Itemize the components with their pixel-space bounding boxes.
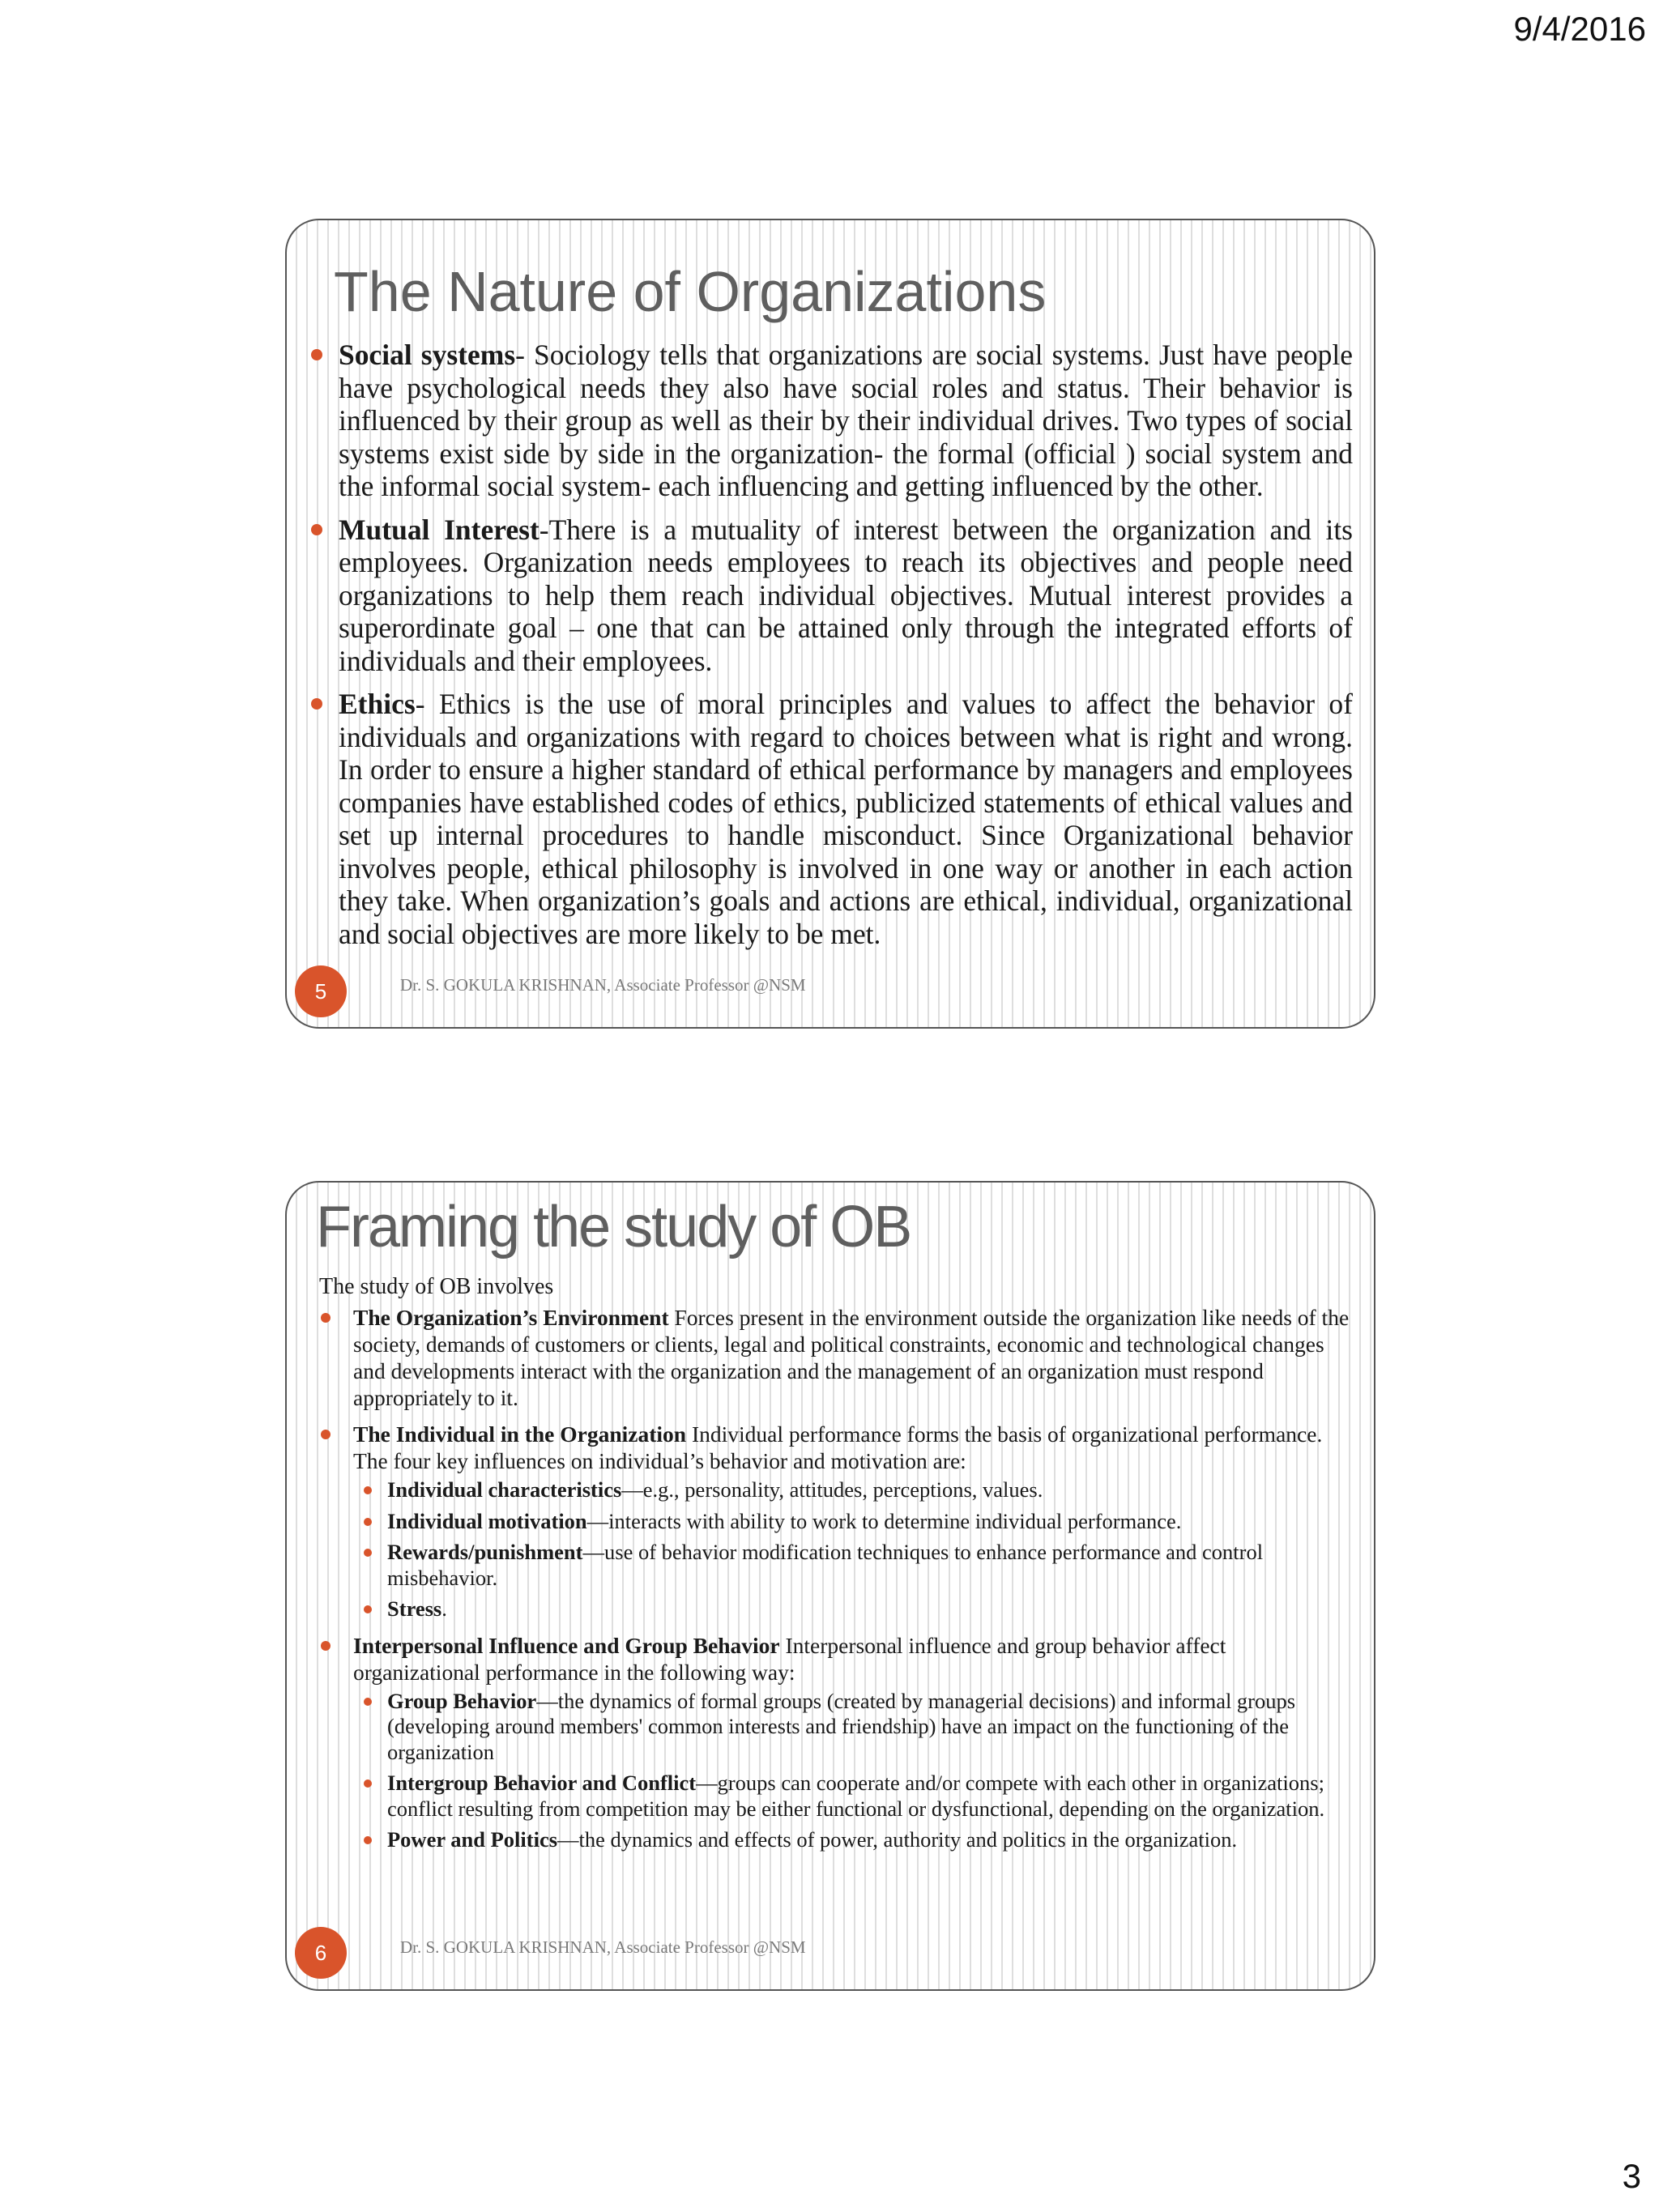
bullet-text: Forces present in the environment outside the organization like needs of the society, demands of customers or clients, legal and political constraints, economic and technological changes and developments interact with the organization and the management of an organization must respond appropriately to it. <box>353 1305 1350 1410</box>
bullet-term: The Organization’s Environment <box>353 1305 669 1330</box>
bullet-item <box>339 514 1353 678</box>
slide-5 <box>285 219 1375 1029</box>
bullet-term: Interpersonal Influence and Group Behavior <box>353 1632 780 1658</box>
slide-number-badge: 6 <box>295 1927 347 1979</box>
bullet-item <box>339 688 1353 950</box>
bullet-list <box>339 339 1353 961</box>
sub-bullet-list <box>353 1689 1354 1853</box>
bullet-text: -There is a mutuality of interest between the organization and its employees. Organization needs employees to reach its objectives and people need organizations to help them reach individual objectives. Mutual interest provides a superordinate goal – one that can be attained only through the integrated efforts of individuals and their employees. <box>339 513 1353 677</box>
sub-bullet-item <box>387 1540 1354 1591</box>
sub-bullet-term: Power and Politics <box>387 1827 558 1852</box>
sub-bullet-text: —interacts with ability to work to determine individual performance. <box>586 1508 1182 1533</box>
sub-bullet-list <box>353 1477 1354 1622</box>
bullet-term: Social systems <box>339 339 516 371</box>
slide-intro: The study of OB involves <box>319 1274 554 1299</box>
sub-bullet-item <box>387 1509 1354 1535</box>
slide-footer: Dr. S. GOKULA KRISHNAN, Associate Professor @NSM <box>400 975 806 995</box>
bullet-list <box>353 1304 1354 1863</box>
sub-bullet-term: Rewards/punishment <box>387 1540 583 1564</box>
sub-bullet-item <box>387 1771 1354 1822</box>
slide-title: Framing the study of OB <box>316 1195 911 1259</box>
bullet-text: Interpersonal influence and group behavior affect organizational performance in the following way: <box>353 1632 1226 1685</box>
sub-bullet-text: —the dynamics and effects of power, authority and politics in the organization. <box>557 1827 1238 1852</box>
sub-bullet-text: —e.g., personality, attitudes, perceptions, values. <box>621 1477 1043 1502</box>
sub-bullet-term: Individual characteristics <box>387 1477 622 1502</box>
sub-bullet-item <box>387 1827 1354 1853</box>
bullet-text: Individual performance forms the basis of organizational performance. The four key influences on individual’s behavior and motivation are: <box>353 1421 1323 1473</box>
slide-footer: Dr. S. GOKULA KRISHNAN, Associate Professor @NSM <box>400 1937 806 1957</box>
page-number: 3 <box>1622 2157 1641 2195</box>
bullet-term: Ethics <box>339 688 416 720</box>
sub-bullet-text: —the dynamics of formal groups (created by managerial decisions) and informal groups (developing around members' common interests and friendship) have an impact on the functioning of the organization <box>387 1688 1296 1764</box>
sub-bullet-text: —use of behavior modification techniques to enhance performance and control misbehavior. <box>387 1540 1264 1590</box>
sub-bullet-term: Individual motivation <box>387 1508 587 1533</box>
bullet-item <box>353 1421 1354 1622</box>
sub-bullet-text: . <box>441 1596 447 1621</box>
bullet-text: - Sociology tells that organizations are social systems. Just have people have psychological needs they also have social roles and status. Their behavior is influenced by their group as well as their by their individual drives. Two types of social systems exist side by side in the organization- the formal (official ) social system and the informal social system- each influencing and getting influenced by the other. <box>339 339 1354 502</box>
slide-number-badge: 5 <box>295 965 347 1017</box>
bullet-term: Mutual Interest <box>339 513 539 546</box>
bullet-item <box>353 1304 1354 1411</box>
bullet-item <box>339 339 1353 503</box>
slide-title: The Nature of Organizations <box>334 260 1047 323</box>
page-date: 9/4/2016 <box>1513 10 1646 48</box>
sub-bullet-term: Stress <box>387 1596 442 1621</box>
sub-bullet-item <box>387 1477 1354 1503</box>
sub-bullet-term: Intergroup Behavior and Conflict <box>387 1771 697 1795</box>
sub-bullet-text: —groups can cooperate and/or compete with each other in organizations; conflict resulting from competition may be either functional or dysfunctional, depending on the organization. <box>387 1771 1325 1821</box>
bullet-text: - Ethics is the use of moral principles and values to affect the behavior of individuals and organizations with regard to choices between what is right and wrong. In order to ensure a higher standard of ethical performance by managers and employees companies have established codes of ethics, publicized statements of ethical values and set up internal procedures to handle misconduct. Since Organizational behavior involves people, ethical philosophy is involved in one way or another in each action they take. When organization’s goals and actions are ethical, individual, organizational and social objectives are more likely to be met. <box>339 688 1353 950</box>
sub-bullet-item <box>387 1596 1354 1622</box>
sub-bullet-term: Group Behavior <box>387 1688 537 1713</box>
slide-6 <box>285 1181 1375 1991</box>
bullet-term: The Individual in the Organization <box>353 1421 687 1447</box>
sub-bullet-item <box>387 1689 1354 1766</box>
bullet-item <box>353 1632 1354 1853</box>
